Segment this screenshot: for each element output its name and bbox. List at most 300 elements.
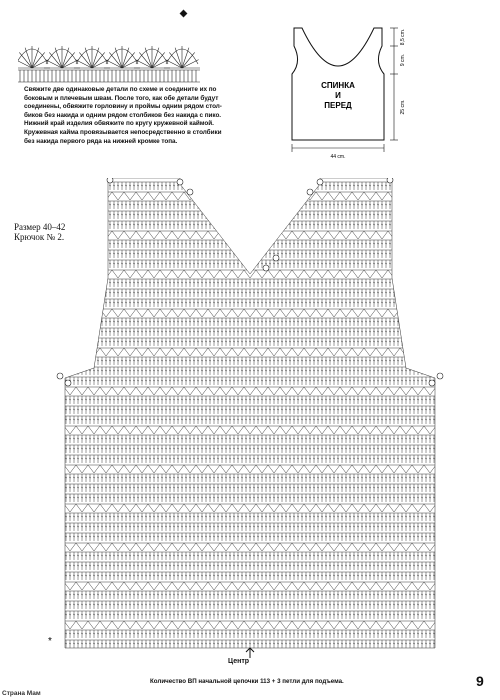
dc-crossbar — [93, 321, 95, 322]
v-stitch — [76, 465, 88, 473]
v-stitch — [184, 426, 196, 434]
v-stitch — [304, 348, 316, 356]
dc-crossbar — [397, 204, 399, 205]
v-stitch — [232, 465, 244, 473]
dc-crossbar — [65, 263, 67, 264]
dc-crossbar — [433, 263, 435, 264]
dc-crossbar — [405, 292, 407, 293]
dc-crossbar — [409, 360, 411, 361]
v-stitch — [436, 309, 448, 317]
v-stitch — [172, 348, 184, 356]
dc-crossbar — [409, 263, 411, 264]
edge-fan-stitch — [62, 52, 75, 68]
edge-fan-stitch — [182, 52, 195, 68]
v-stitch — [340, 192, 352, 200]
v-stitch — [376, 465, 388, 473]
dc-crossbar — [69, 224, 71, 225]
v-stitch — [424, 192, 436, 200]
v-stitch — [424, 348, 436, 356]
dc-crossbar — [85, 204, 87, 205]
dc-crossbar — [81, 292, 83, 293]
v-stitch — [292, 270, 304, 278]
dc-crossbar — [405, 331, 407, 332]
dc-crossbar — [397, 243, 399, 244]
v-stitch — [352, 270, 364, 278]
dc-crossbar — [285, 185, 287, 186]
v-stitch — [112, 309, 124, 317]
v-stitch — [352, 192, 364, 200]
dc-crossbar — [433, 302, 435, 303]
dc-crossbar — [433, 370, 435, 371]
dc-crossbar — [185, 185, 187, 186]
schematic-label-1: СПИНКА — [321, 81, 355, 90]
dc-crossbar — [245, 185, 247, 186]
v-stitch — [388, 426, 400, 434]
dc-crossbar — [89, 204, 91, 205]
dc-crossbar — [237, 243, 239, 244]
dc-crossbar — [225, 204, 227, 205]
dc-crossbar — [281, 214, 283, 215]
dc-crossbar — [409, 341, 411, 342]
v-stitch — [352, 426, 364, 434]
dc-crossbar — [405, 360, 407, 361]
dc-crossbar — [405, 253, 407, 254]
dc-crossbar — [61, 497, 63, 498]
v-stitch — [424, 231, 436, 239]
dc-crossbar — [397, 292, 399, 293]
dc-crossbar — [289, 204, 291, 205]
v-stitch — [256, 387, 268, 395]
dc-crossbar — [81, 360, 83, 361]
dc-crossbar — [257, 214, 259, 215]
v-stitch — [316, 231, 328, 239]
dc-crossbar — [225, 214, 227, 215]
dc-crossbar — [401, 204, 403, 205]
dc-crossbar — [93, 185, 95, 186]
instructions-line: биков без накида и одним рядом столбиков без накида с пико. — [24, 111, 222, 119]
dc-crossbar — [209, 204, 211, 205]
dc-crossbar — [417, 321, 419, 322]
dc-crossbar — [61, 253, 63, 254]
dc-crossbar — [85, 282, 87, 283]
dim-armhole-label: 9 cm. — [400, 53, 406, 67]
dc-crossbar — [421, 204, 423, 205]
v-stitch — [136, 348, 148, 356]
v-stitch — [88, 465, 100, 473]
v-stitch — [400, 270, 412, 278]
v-stitch — [352, 309, 364, 317]
v-stitch — [400, 192, 412, 200]
dc-crossbar — [253, 253, 255, 254]
v-stitch — [364, 426, 376, 434]
v-stitch — [388, 270, 400, 278]
v-stitch — [76, 348, 88, 356]
dc-crossbar — [69, 204, 71, 205]
v-stitch — [280, 309, 292, 317]
v-stitch — [64, 309, 76, 317]
dc-crossbar — [417, 214, 419, 215]
dc-crossbar — [253, 263, 255, 264]
v-stitch — [64, 192, 76, 200]
v-stitch — [148, 309, 160, 317]
dc-crossbar — [293, 185, 295, 186]
v-stitch — [184, 231, 196, 239]
dc-crossbar — [429, 331, 431, 332]
edge-fan-stitch — [49, 52, 62, 68]
v-stitch — [268, 192, 280, 200]
dc-crossbar — [413, 263, 415, 264]
v-stitch — [364, 192, 376, 200]
dc-crossbar — [421, 214, 423, 215]
dc-crossbar — [233, 243, 235, 244]
v-stitch — [268, 309, 280, 317]
edge-fan-stitch — [92, 52, 105, 68]
dc-crossbar — [405, 263, 407, 264]
v-stitch — [412, 309, 424, 317]
dc-crossbar — [413, 185, 415, 186]
v-stitch — [376, 348, 388, 356]
v-stitch — [244, 309, 256, 317]
dc-crossbar — [89, 360, 91, 361]
dc-crossbar — [425, 360, 427, 361]
dc-crossbar — [261, 224, 263, 225]
dc-crossbar — [265, 214, 267, 215]
dc-crossbar — [437, 243, 439, 244]
dc-crossbar — [65, 243, 67, 244]
dc-crossbar — [393, 224, 395, 225]
v-stitch — [256, 348, 268, 356]
v-stitch — [304, 387, 316, 395]
v-stitch — [64, 348, 76, 356]
dc-crossbar — [249, 224, 251, 225]
v-stitch — [112, 192, 124, 200]
dc-crossbar — [421, 224, 423, 225]
dc-crossbar — [81, 204, 83, 205]
dc-crossbar — [81, 370, 83, 371]
v-stitch — [436, 387, 448, 395]
v-stitch — [256, 192, 268, 200]
v-stitch — [172, 192, 184, 200]
v-stitch — [328, 309, 340, 317]
dc-crossbar — [77, 341, 79, 342]
dc-crossbar — [241, 253, 243, 254]
dc-crossbar — [205, 185, 207, 186]
dc-crossbar — [257, 185, 259, 186]
dc-crossbar — [97, 302, 99, 303]
v-stitch — [112, 426, 124, 434]
dc-crossbar — [65, 302, 67, 303]
dc-crossbar — [425, 341, 427, 342]
v-stitch — [196, 465, 208, 473]
v-stitch — [220, 192, 232, 200]
v-stitch — [220, 270, 232, 278]
v-stitch — [124, 231, 136, 239]
dc-crossbar — [429, 302, 431, 303]
dc-crossbar — [85, 224, 87, 225]
dc-crossbar — [209, 214, 211, 215]
dc-crossbar — [77, 370, 79, 371]
dc-crossbar — [241, 214, 243, 215]
dc-crossbar — [89, 185, 91, 186]
dc-crossbar — [405, 243, 407, 244]
dc-crossbar — [261, 243, 263, 244]
dc-crossbar — [437, 399, 439, 400]
v-stitch — [172, 309, 184, 317]
dc-crossbar — [433, 341, 435, 342]
dc-crossbar — [81, 253, 83, 254]
v-stitch — [316, 426, 328, 434]
dc-crossbar — [265, 204, 267, 205]
dc-crossbar — [413, 214, 415, 215]
v-stitch — [100, 192, 112, 200]
dc-crossbar — [61, 292, 63, 293]
v-stitch — [76, 309, 88, 317]
dc-crossbar — [85, 292, 87, 293]
dc-crossbar — [89, 224, 91, 225]
dc-crossbar — [77, 243, 79, 244]
v-stitch — [196, 387, 208, 395]
dc-crossbar — [213, 185, 215, 186]
v-stitch — [112, 348, 124, 356]
v-stitch — [436, 348, 448, 356]
v-stitch — [364, 387, 376, 395]
v-stitch — [400, 348, 412, 356]
dc-crossbar — [409, 253, 411, 254]
v-stitch — [208, 465, 220, 473]
instructions-line: соединены, обвяжите горловину и проймы одним рядом стол- — [24, 103, 222, 111]
dc-crossbar — [105, 253, 107, 254]
dc-crossbar — [269, 185, 271, 186]
v-stitch — [340, 270, 352, 278]
v-stitch — [244, 465, 256, 473]
dc-crossbar — [417, 292, 419, 293]
v-stitch — [184, 270, 196, 278]
v-stitch — [412, 270, 424, 278]
v-stitch — [112, 270, 124, 278]
dc-crossbar — [413, 204, 415, 205]
v-stitch — [304, 309, 316, 317]
v-stitch — [76, 426, 88, 434]
v-stitch — [124, 348, 136, 356]
v-stitch — [280, 426, 292, 434]
dc-crossbar — [433, 331, 435, 332]
v-stitch — [208, 270, 220, 278]
dc-crossbar — [69, 253, 71, 254]
dc-crossbar — [429, 282, 431, 283]
dc-crossbar — [233, 214, 235, 215]
dc-crossbar — [253, 204, 255, 205]
dc-crossbar — [209, 185, 211, 186]
v-stitch — [208, 192, 220, 200]
dc-crossbar — [285, 204, 287, 205]
dc-crossbar — [417, 302, 419, 303]
dc-crossbar — [425, 331, 427, 332]
v-stitch — [280, 270, 292, 278]
dc-crossbar — [425, 302, 427, 303]
dc-crossbar — [397, 185, 399, 186]
v-stitch — [232, 426, 244, 434]
dc-crossbar — [301, 185, 303, 186]
dc-crossbar — [85, 243, 87, 244]
dc-crossbar — [73, 321, 75, 322]
dc-crossbar — [245, 214, 247, 215]
dc-crossbar — [61, 204, 63, 205]
edge-fan-stitch — [169, 52, 182, 68]
v-stitch — [100, 309, 112, 317]
v-stitch — [436, 426, 448, 434]
v-stitch — [376, 387, 388, 395]
dc-crossbar — [437, 331, 439, 332]
dc-crossbar — [261, 214, 263, 215]
dc-crossbar — [65, 224, 67, 225]
dc-crossbar — [105, 224, 107, 225]
dc-crossbar — [73, 224, 75, 225]
dc-crossbar — [425, 224, 427, 225]
instructions-line: Свяжите две одинаковые детали по схеме и соедините их по — [24, 86, 217, 93]
dc-crossbar — [205, 204, 207, 205]
dc-crossbar — [97, 185, 99, 186]
dc-crossbar — [417, 263, 419, 264]
dc-crossbar — [81, 224, 83, 225]
dc-crossbar — [257, 243, 259, 244]
dc-crossbar — [421, 370, 423, 371]
dc-crossbar — [285, 214, 287, 215]
v-stitch — [388, 309, 400, 317]
v-stitch — [436, 270, 448, 278]
dc-crossbar — [89, 282, 91, 283]
dc-crossbar — [61, 185, 63, 186]
dc-crossbar — [237, 204, 239, 205]
v-stitch — [232, 348, 244, 356]
dc-crossbar — [197, 185, 199, 186]
dc-crossbar — [65, 321, 67, 322]
dc-crossbar — [77, 224, 79, 225]
v-stitch — [148, 348, 160, 356]
dc-crossbar — [193, 185, 195, 186]
dc-crossbar — [61, 360, 63, 361]
dc-crossbar — [313, 185, 315, 186]
dc-crossbar — [437, 282, 439, 283]
dc-crossbar — [65, 341, 67, 342]
dc-crossbar — [101, 185, 103, 186]
v-stitch — [316, 192, 328, 200]
dc-crossbar — [217, 224, 219, 225]
dc-crossbar — [413, 321, 415, 322]
dc-crossbar — [77, 263, 79, 264]
edge-fan-stitch — [122, 52, 135, 68]
v-stitch — [244, 231, 256, 239]
dc-crossbar — [397, 263, 399, 264]
v-stitch — [100, 270, 112, 278]
v-stitch — [64, 426, 76, 434]
dc-crossbar — [245, 253, 247, 254]
v-stitch — [268, 270, 280, 278]
dc-crossbar — [417, 360, 419, 361]
dc-crossbar — [61, 331, 63, 332]
dc-crossbar — [433, 185, 435, 186]
dc-crossbar — [69, 214, 71, 215]
dc-crossbar — [97, 321, 99, 322]
v-stitch — [160, 348, 172, 356]
dc-crossbar — [93, 214, 95, 215]
dc-crossbar — [289, 214, 291, 215]
dc-crossbar — [261, 253, 263, 254]
dc-crossbar — [69, 321, 71, 322]
v-stitch — [352, 348, 364, 356]
v-stitch — [244, 192, 256, 200]
v-stitch — [424, 387, 436, 395]
dc-crossbar — [433, 292, 435, 293]
v-stitch — [352, 231, 364, 239]
dc-crossbar — [405, 282, 407, 283]
v-stitch — [88, 192, 100, 200]
v-stitch — [280, 387, 292, 395]
v-stitch — [148, 465, 160, 473]
v-stitch — [184, 387, 196, 395]
dc-crossbar — [393, 204, 395, 205]
dc-crossbar — [409, 331, 411, 332]
v-stitch — [292, 192, 304, 200]
dc-crossbar — [81, 331, 83, 332]
dc-crossbar — [101, 282, 103, 283]
dc-crossbar — [81, 185, 83, 186]
edge-fan-stitch — [109, 52, 122, 68]
dc-crossbar — [61, 438, 63, 439]
dc-crossbar — [97, 204, 99, 205]
dc-crossbar — [229, 204, 231, 205]
dc-crossbar — [409, 204, 411, 205]
v-stitch — [208, 309, 220, 317]
dc-crossbar — [437, 360, 439, 361]
dc-crossbar — [433, 224, 435, 225]
dc-crossbar — [401, 282, 403, 283]
dc-crossbar — [401, 224, 403, 225]
v-stitch — [256, 231, 268, 239]
v-stitch — [400, 426, 412, 434]
v-stitch — [196, 192, 208, 200]
dc-crossbar — [105, 282, 107, 283]
dc-crossbar — [397, 214, 399, 215]
v-stitch — [160, 426, 172, 434]
dc-crossbar — [93, 263, 95, 264]
dc-crossbar — [69, 185, 71, 186]
dc-crossbar — [437, 370, 439, 371]
dc-crossbar — [81, 341, 83, 342]
v-stitch — [364, 309, 376, 317]
dc-crossbar — [269, 224, 271, 225]
dc-crossbar — [101, 243, 103, 244]
dc-crossbar — [425, 253, 427, 254]
dc-crossbar — [433, 253, 435, 254]
dc-crossbar — [421, 292, 423, 293]
v-stitch — [76, 231, 88, 239]
v-stitch — [148, 231, 160, 239]
dc-crossbar — [65, 282, 67, 283]
v-stitch — [124, 387, 136, 395]
dc-crossbar — [429, 263, 431, 264]
dc-crossbar — [397, 302, 399, 303]
dc-crossbar — [417, 204, 419, 205]
dc-crossbar — [405, 224, 407, 225]
dc-crossbar — [81, 282, 83, 283]
v-stitch — [436, 465, 448, 473]
dc-crossbar — [213, 204, 215, 205]
dc-crossbar — [73, 292, 75, 293]
v-stitch — [100, 465, 112, 473]
dc-crossbar — [277, 214, 279, 215]
v-stitch — [88, 426, 100, 434]
v-stitch — [316, 387, 328, 395]
